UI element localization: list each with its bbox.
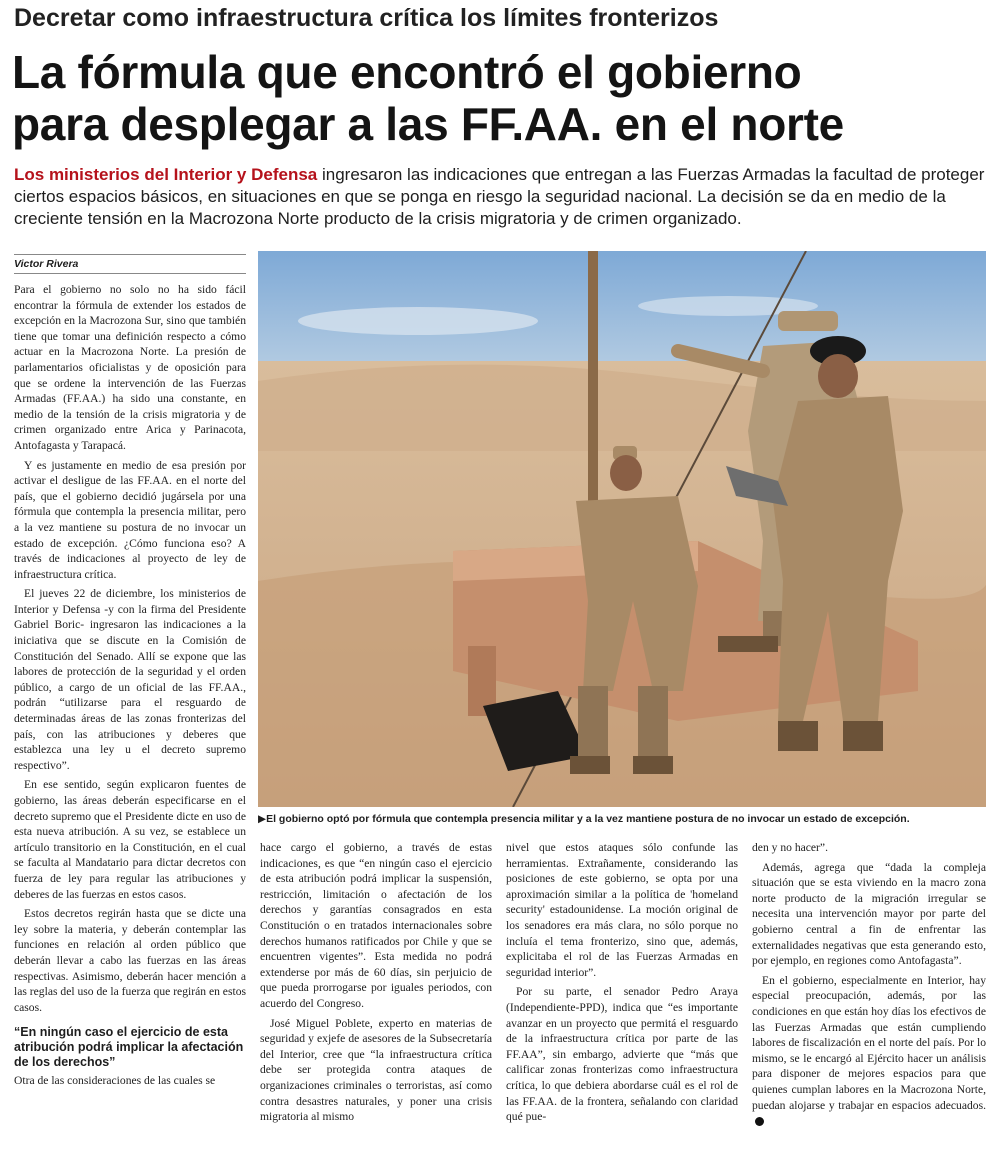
paragraph: Otra de las consideraciones de las cuales se <box>14 1074 216 1088</box>
article-lead <box>14 164 989 230</box>
paragraph: Y es justamente en medio de esa presión por activar el desligue de las FF.AA. en el norte del país, que el gobierno decidió jugársela por una fórmula que contempla la presencia militar, pero a la vez mantiene su postura de no invocar un estado de excepción. ¿Cómo funciona eso? A través de indicaciones al proyecto de ley de infraestructura crítica. <box>14 458 246 581</box>
article-kicker: Decretar como infraestructura crítica los límites fronterizos <box>14 4 719 32</box>
paragraph: nivel que estos ataques sólo confunde las herramientas. Extrañamente, considerando las posiciones de este gobierno, se opta por una aproximación similar a la política de 'homeland security' estadounidense. La moción original de los senadores era más clara, no sólo porque no incluía el tema fronterizo, sino que, además, explicitaba el rol de las Fuerzas Armadas en seguridad interior”. <box>506 841 738 979</box>
text-column-2 <box>260 840 492 1129</box>
paragraph: José Miguel Poblete, experto en materias de seguridad y exjefe de asesores de la Subsecretaría del Interior, cree que “la infraestructura crítica debe ser protegida contra ataques de organizaciones criminales o terroristas, así como contra desastres naturales, y poner una crisis migratoria al mismo <box>260 1016 492 1124</box>
article-photo <box>258 251 986 807</box>
paragraph: Además, agrega que “dada la compleja situación que se esta viviendo en la macro zona norte producto de la migración irregular se necesita una intervención mayor por parte del gobierno central a fin de enfrentar las externalidades negativas que esta generando esto, por ejemplo, en regiones como Antofagasta”. <box>752 860 986 968</box>
paragraph: Para el gobierno no solo no ha sido fácil encontrar la fórmula de extender los estados de excepción en la Macrozona Sur, sino que también tiene que tomar una definición respecto a cómo actuar en la Macrozona Norte. La presión de parlamentarios oficialistas y de oposición para que se ordene la intervención de las Fuerzas Armadas (FF.AA.) ha sido una constante, en medio de la tensión de la crisis migratoria y de crimen organizado entre Arica y Parinacota, Antofagasta y Tarapacá. <box>14 283 246 452</box>
paragraph: hace cargo el gobierno, a través de estas indicaciones, es que “en ningún caso el ejercicio de esta atribución podrá implicar la suspensión, restricción, limitación o afectación de los derechos y garantías consagrados en esta Constitución o en tratados internacionales sobre derechos humanos ratificados por Chile y que se encuentren vigentes”. Esta medida no podrá extenderse por más de 60 días, sin perjuicio de que pueda prorrogarse por iguales periodos, con acuerdo del Congreso. <box>260 841 492 1010</box>
paragraph <box>752 973 986 1129</box>
end-dot-icon <box>755 1117 764 1126</box>
author-byline: Victor Rivera <box>14 254 246 274</box>
text-column-1 <box>14 282 246 1093</box>
soldiers-desert-photo <box>258 251 986 807</box>
paragraph: El jueves 22 de diciembre, los ministerios de Interior y Defensa -y con la firma del Presidente Gabriel Boric- ingresaron las indicaciones a la iniciativa que se discute en la Comisión de Constitución del Senado. Allí se expone que las labores de protección de la seguridad y el orden público, a cargo de un oficial de las FF.AA., podrán “utilizarse para el resguardo de determinadas áreas de las zonas fronterizas del país, con las atribuciones y deberes que establezca una ley u el decreto supremo respectivo”. <box>14 587 246 772</box>
paragraph: Estos decretos regirán hasta que se dicte una ley sobre la materia, y deberán contemplar las funciones en relación al orden público que deberán llevar a cabo las fuerzas en las áreas respectivas. Asimismo, deberán hacer mención a las reglas del uso de la fuerza que regirán en estos casos. <box>14 907 246 1014</box>
article-headline <box>12 46 990 150</box>
paragraph-text: En el gobierno, especialmente en Interior, hay especial preocupación, además, por las condiciones en que están hoy días los efectivos de las Fuerzas Armadas que están cumpliendo labores de fiscalización en el norte del país. Por lo mismo, se le encargó al Ejército hacer un análisis para disponer de mejores espacios para que quienes cumplan labores en la Macrozona Norte, puedan alojarse y trabajar en espacios adecuados. <box>752 973 986 1112</box>
paragraph: den y no hacer”. <box>752 841 828 854</box>
headline-line-1: La fórmula que encontró el gobierno <box>12 46 802 98</box>
headline-line-2: para desplegar a las FF.AA. en el norte <box>12 98 844 150</box>
text-column-4 <box>752 840 986 1133</box>
paragraph: Por su parte, el senador Pedro Araya (Independiente-PPD), indica que “es importante avanzar en un proyecto que permitá el resguardo de la infraestructura crítica por parte de las FF.AA”, sin embargo, advierte que “más que calificar zonas fronterizas como infraestructura crítica, lo que debiera abordarse cuál es el rol de las FF.AA. de la frontera, señalando con claridad qué pue- <box>506 985 738 1124</box>
paragraph: En ese sentido, según explicaron fuentes de gobierno, las áreas deberán especificarse en el decreto supremo que el Presidente dicte en uso de esta nueva atribución. A su vez, se establece un artículo transitorio en la Constitución, en el cual se faculta al Mandatario para dictar decretos con fuerza de ley para regular las atribuciones y deberes de las fuerzas en estos casos. <box>14 778 246 901</box>
lead-text: ingresaron las indicaciones que entregan a las Fuerzas Armadas la facultad de proteger ciertos espacios básicos, en situaciones en que se ponga en riesgo la seguridad nacional. La decisión se da en medio de la creciente tensión en la Macrozona Norte producto de la crisis migratoria y de crimen organizado. <box>14 165 985 228</box>
lead-highlight: Los ministerios del Interior y Defensa <box>14 165 318 184</box>
section-subhead: “En ningún caso el ejercicio de esta atribución podrá implicar la afectación de los derechos” <box>14 1025 244 1070</box>
photo-caption: ▶El gobierno optó por fórmula que contempla presencia militar y a la vez mantiene postura de no invocar un estado de excepción. <box>258 813 910 825</box>
text-column-3 <box>506 840 738 1129</box>
